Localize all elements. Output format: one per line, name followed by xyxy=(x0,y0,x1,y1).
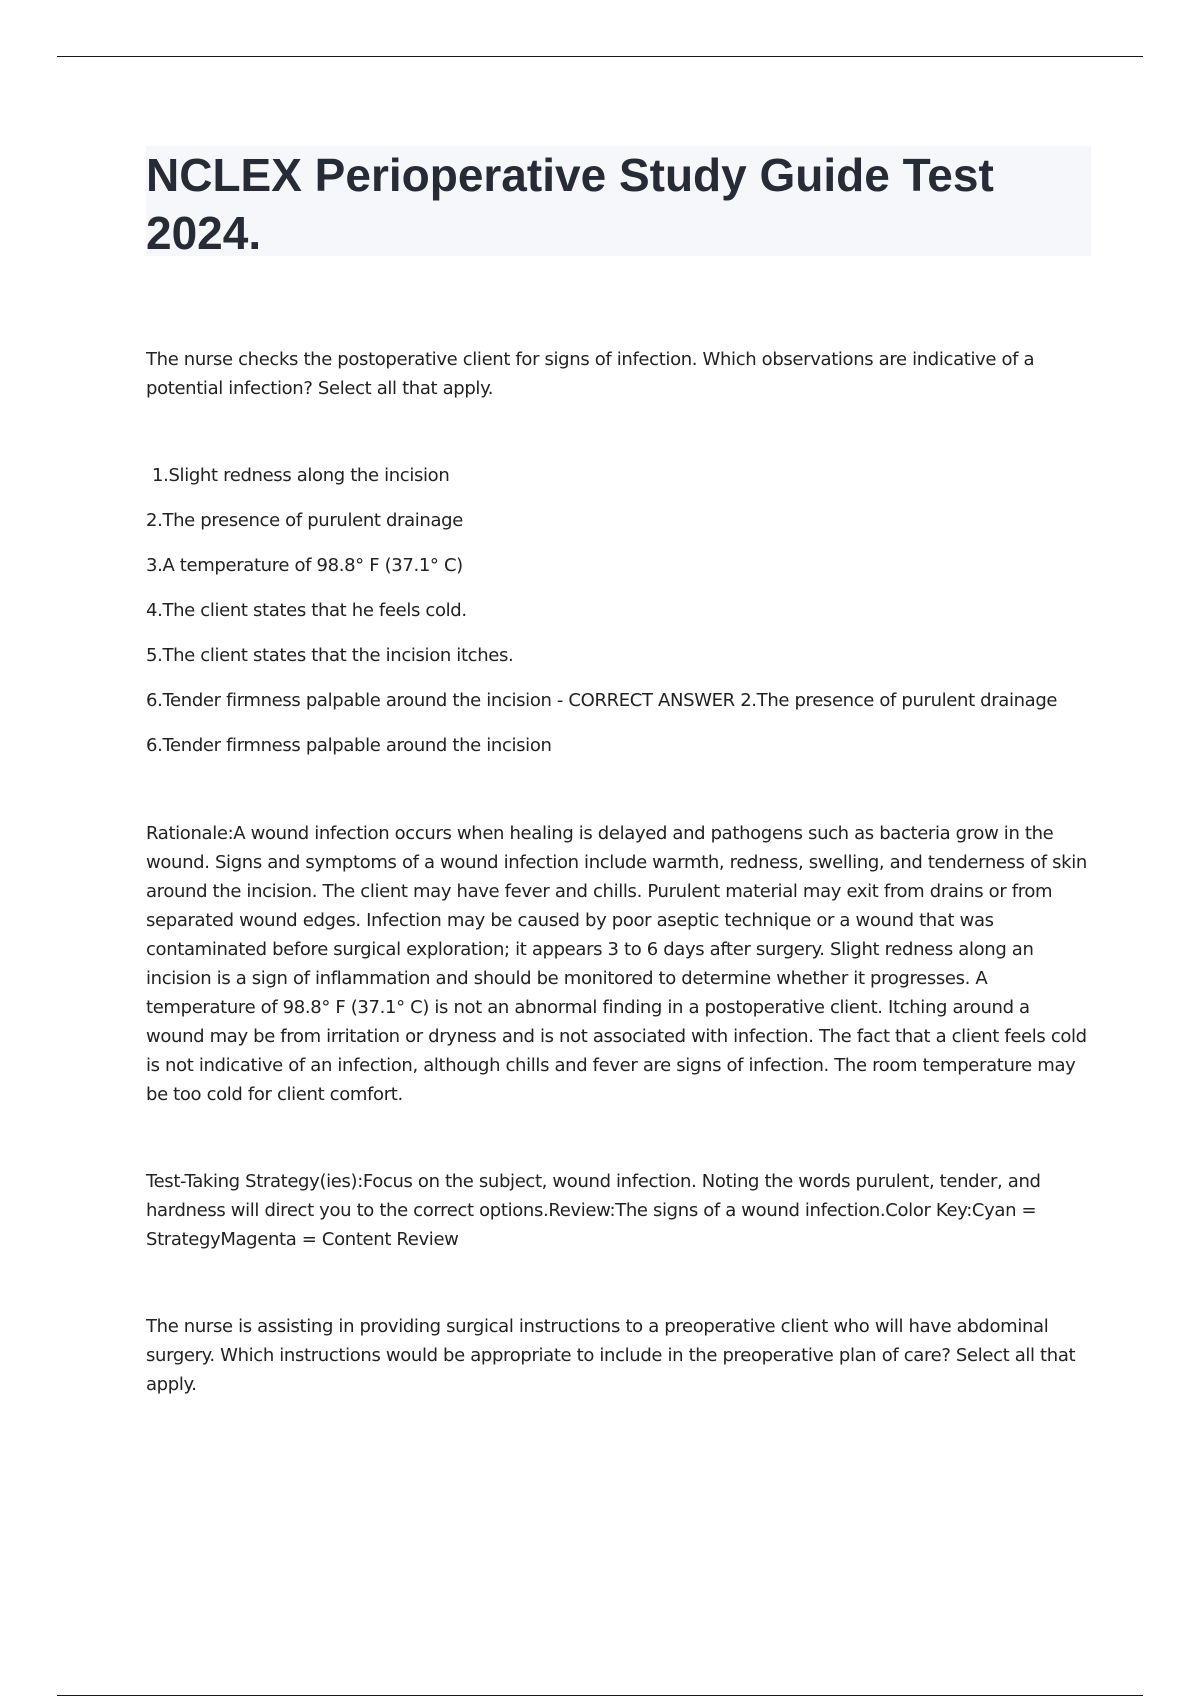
rationale-paragraph: Rationale:A wound infection occurs when healing is delayed and pathogens such as bacteria grow in the wound. Signs and symptoms of a wound infection include warmth, redness, swelling, and tenderness of skin around the incision. The client may have fever and chills. Purulent material may exit from drains or from separated wound edges. Infection may be caused by poor aseptic technique or a wound that was contaminated before surgical exploration; it appears 3 to 6 days after surgery. Slight redness along an incision is a sign of inflammation and should be monitored to determine whether it progresses. A temperature of 98.8° F (37.1° C) is not an abnormal finding in a postoperative client. Itching around a wound may be from irritation or dryness and is not associated with infection. The fact that a client feels cold is not indicative of an infection, although chills and fever are signs of infection. The room temperature may be too cold for client comfort. xyxy=(146,823,1087,1105)
option-3: 3.A temperature of 98.8° F (37.1° C) xyxy=(146,555,463,576)
document-title: NCLEX Perioperative Study Guide Test 2024. xyxy=(146,149,994,259)
bottom-divider xyxy=(57,1695,1143,1696)
top-divider xyxy=(57,56,1143,57)
option-5: 5.The client states that the incision itches. xyxy=(146,645,514,666)
option-1: 1.Slight redness along the incision xyxy=(152,465,450,486)
option-2: 2.The presence of purulent drainage xyxy=(146,510,463,531)
option-4: 4.The client states that he feels cold. xyxy=(146,600,467,621)
document-page xyxy=(146,146,1091,1399)
question-1-text: The nurse checks the postoperative client for signs of infection. Which observations are indicative of a potential infection? Select all that apply. xyxy=(146,349,1035,399)
option-6-repeat: 6.Tender firmness palpable around the incision xyxy=(146,735,552,756)
title-banner xyxy=(146,146,1091,259)
option-6-with-correct-answer: 6.Tender firmness palpable around the incision - CORRECT ANSWER 2.The presence of purulent drainage xyxy=(146,690,1058,711)
test-taking-strategy-paragraph: Test-Taking Strategy(ies):Focus on the subject, wound infection. Noting the words purulent, tender, and hardness will direct you to the correct options.Review:The signs of a wound infection.Color Key:Cyan = StrategyMagenta = Content Review xyxy=(146,1171,1041,1250)
question-2-text: The nurse is assisting in providing surgical instructions to a preoperative client who will have abdominal surgery. Which instructions would be appropriate to include in the preoperative plan of care? Select all that apply. xyxy=(146,1316,1076,1395)
answer-options-list xyxy=(146,461,1091,760)
